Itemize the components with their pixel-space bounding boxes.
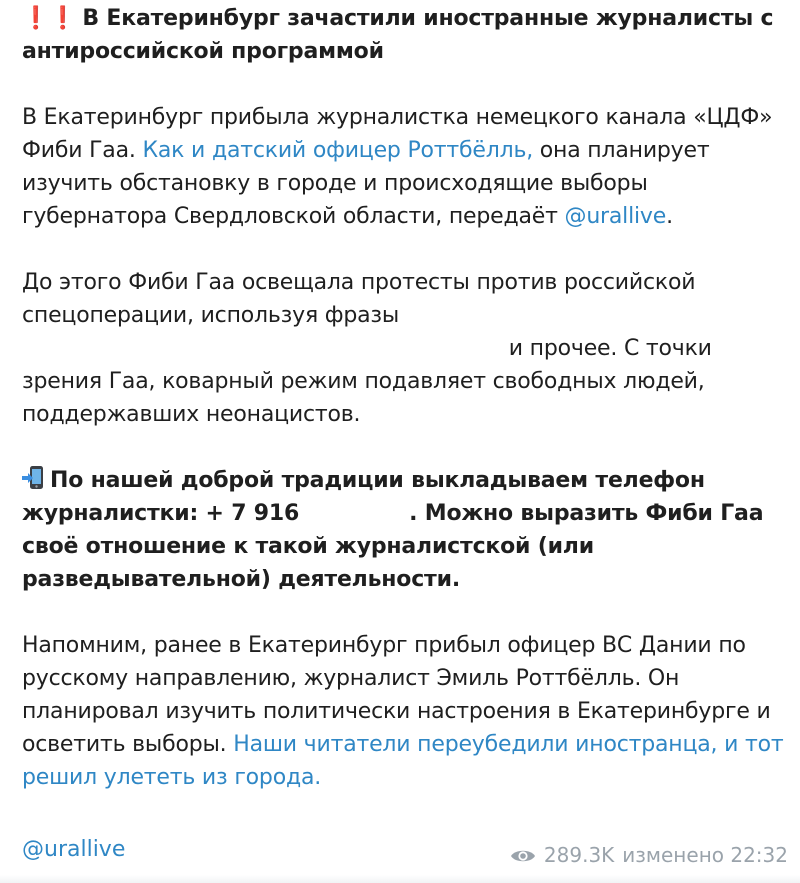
exclamation-icon: ❗❗	[22, 6, 77, 31]
paragraph-3	[22, 464, 792, 596]
link-urallive[interactable]: @urallive	[564, 204, 667, 229]
paragraph-2	[22, 266, 792, 431]
paragraph-1-text-3: .	[666, 204, 673, 229]
link-readers[interactable]: Наши читатели переубедили иностранца, и тот решил улететь из города.	[22, 732, 784, 790]
post-title-text: В Екатеринбург зачастили иностранные журналисты с антироссийской программой	[22, 6, 774, 64]
paragraph-1-text: В Екатеринбург прибыла журналистка немецкого канала «ЦДФ» Фиби Гаа.	[22, 105, 773, 163]
paragraph-4	[22, 629, 792, 794]
bottom-divider	[0, 875, 800, 883]
mobile-phone-arrow-icon	[22, 465, 42, 491]
link-rottboell[interactable]: Как и датский офицер Роттбёлль,	[142, 138, 533, 163]
post-meta	[510, 843, 788, 867]
paragraph-3-text: По нашей доброй традиции выкладываем телефон журналистки: + 7 916	[22, 468, 705, 526]
signature-link[interactable]: @urallive	[22, 837, 126, 862]
view-count: 289.3K	[543, 843, 615, 867]
post-footer	[22, 833, 788, 869]
edited-time: изменено 22:32	[622, 843, 788, 867]
paragraph-4-text: Напомним, ранее в Екатеринбург прибыл офицер ВС Дании по русскому направлению, журналист Эмиль Роттбёлль. Он планировал изучить политически настроения в Екатеринбурге и осветить выборы.	[22, 633, 771, 757]
paragraph-2-text: До этого Фиби Гаа освещала протесты против российской спецоперации, используя фразы	[22, 270, 696, 328]
paragraph-3-text-2: . Можно выразить Фиби Гаа своё отношение к такой журналистской (или разведывательной) деятельности.	[22, 501, 764, 592]
message-post	[22, 0, 792, 794]
redacted-text	[22, 339, 502, 359]
redacted-text	[399, 306, 679, 326]
paragraph-2-text-2: и прочее. С точки зрения Гаа, коварный режим подавляет свободных людей, поддержавших неонацистов.	[22, 336, 712, 427]
redacted-phone	[299, 504, 409, 524]
paragraph-1-text-2: она планирует изучить обстановку в городе и происходящие выборы губернатора Свердловской области, передаёт	[22, 138, 710, 229]
post-title	[22, 2, 792, 68]
paragraph-1	[22, 101, 792, 233]
eye-icon	[510, 846, 536, 864]
